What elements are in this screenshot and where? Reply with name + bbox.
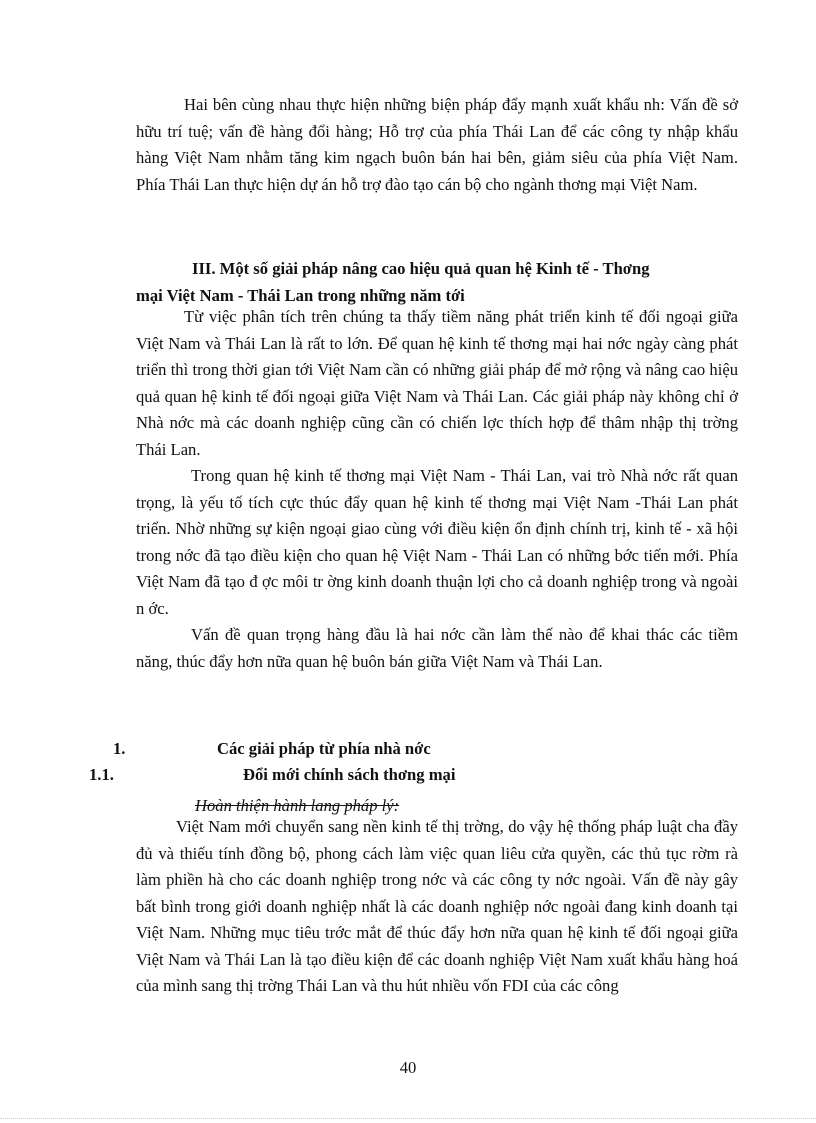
paragraph-2: Trong quan hệ kinh tế thơng mại Việt Nam - Thái Lan, vai trò Nhà nớc rất quan trọng, là yếu tố tích cực thúc đẩy quan hệ kinh tế thơng mại Việt Nam -Thái Lan phát triển. Nhờ những sự kiện ngoại giao cùng với điều kiện ổn định chính trị, kinh tế - xã hội trong nớc đã tạo điều kiện cho quan hệ Việt Nam - Thái Lan có những bớc tiến mới. Phía Việt Nam đã tạo đ ợc môi tr ờng kinh doanh thuận lợi cho cả doanh nghiệp trong và ngoài n ớc. bbox=[136, 466, 738, 618]
intro-paragraph: Hai bên cùng nhau thực hiện những biện pháp đẩy mạnh xuất khẩu nh: Vấn đề sở hữu trí tuệ; vấn đề hàng đổi hàng; Hỗ trợ của phía Thái Lan để các công ty nhập khẩu hàng Việt Nam nhằm tăng kim ngạch buôn bán hai bên, giảm siêu của phía Việt Nam. Phía Thái Lan thực hiện dự án hỗ trợ đào tạo cán bộ cho ngành thơng mại Việt Nam. bbox=[136, 95, 738, 194]
footer-divider bbox=[0, 1118, 816, 1119]
intro-paragraph-block bbox=[136, 92, 738, 198]
main-paragraphs-block bbox=[136, 304, 738, 675]
page-number: 40 bbox=[399, 1058, 417, 1077]
paragraph-4: Việt Nam mới chuyển sang nền kinh tế thị trờng, do vậy hệ thống pháp luật cha đầy đủ và thiếu tính đồng bộ, phong cách làm việc quan liêu cửa quyền, các thủ tục rờm rà làm phiền hà cho các doanh nghiệp trong nớc và các công ty nớc ngoài. Vấn đề này gây bất bình trong giới doanh nghiệp nhất là các doanh nghiệp nớc ngoài đang kinh doanh tại Việt Nam. Những mục tiêu trớc mắt để thúc đẩy hơn nữa quan hệ kinh tế đối ngoại giữa Việt Nam và Thái Lan là tạo điều kiện để các doanh nghiệp Việt Nam xuất khẩu hàng hoá của mình sang thị trờng Thái Lan và thu hút nhiều vốn FDI của các công bbox=[136, 817, 738, 995]
section-III-heading-line2: mại Việt Nam - Thái Lan trong những năm tới bbox=[136, 285, 465, 305]
section-III-heading bbox=[136, 256, 738, 309]
subsection-title: Hoàn thiện hành lang pháp lý: bbox=[195, 796, 400, 815]
section-1-1-number: 1.1. bbox=[89, 765, 114, 784]
section-1-number: 1. bbox=[113, 739, 126, 758]
paragraph-3: Vấn đề quan trọng hàng đầu là hai nớc cần làm thế nào để khai thác các tiềm năng, thúc đẩy hơn nữa quan hệ buôn bán giữa Việt Nam và Thái Lan. bbox=[136, 625, 738, 671]
legal-paragraph-block bbox=[136, 814, 738, 1000]
section-1-1-title: Đổi mới chính sách thơng mại bbox=[243, 765, 456, 784]
paragraph-1: Từ việc phân tích trên chúng ta thấy tiềm năng phát triển kinh tế đối ngoại giữa Việt Nam và Thái Lan là rất to lớn. Để quan hệ kinh tế thơng mại hai nớc ngày càng phát triển thì trong thời gian tới Việt Nam cần có những giải pháp để mở rộng và nâng cao hiệu quả quan hệ kinh tế đối ngoại giữa Việt Nam và Thái Lan. Các giải pháp này không chỉ ở Nhà nớc mà các doanh nghiệp cũng cần có chiến lợc thích hợp để thâm nhập thị trờng Thái Lan. bbox=[136, 307, 738, 459]
section-1-title: Các giải pháp từ phía nhà nớc bbox=[217, 739, 431, 758]
section-III-heading-line1: III. Một số giải pháp nâng cao hiệu quả quan hệ Kinh tế - Thơng bbox=[192, 259, 650, 278]
